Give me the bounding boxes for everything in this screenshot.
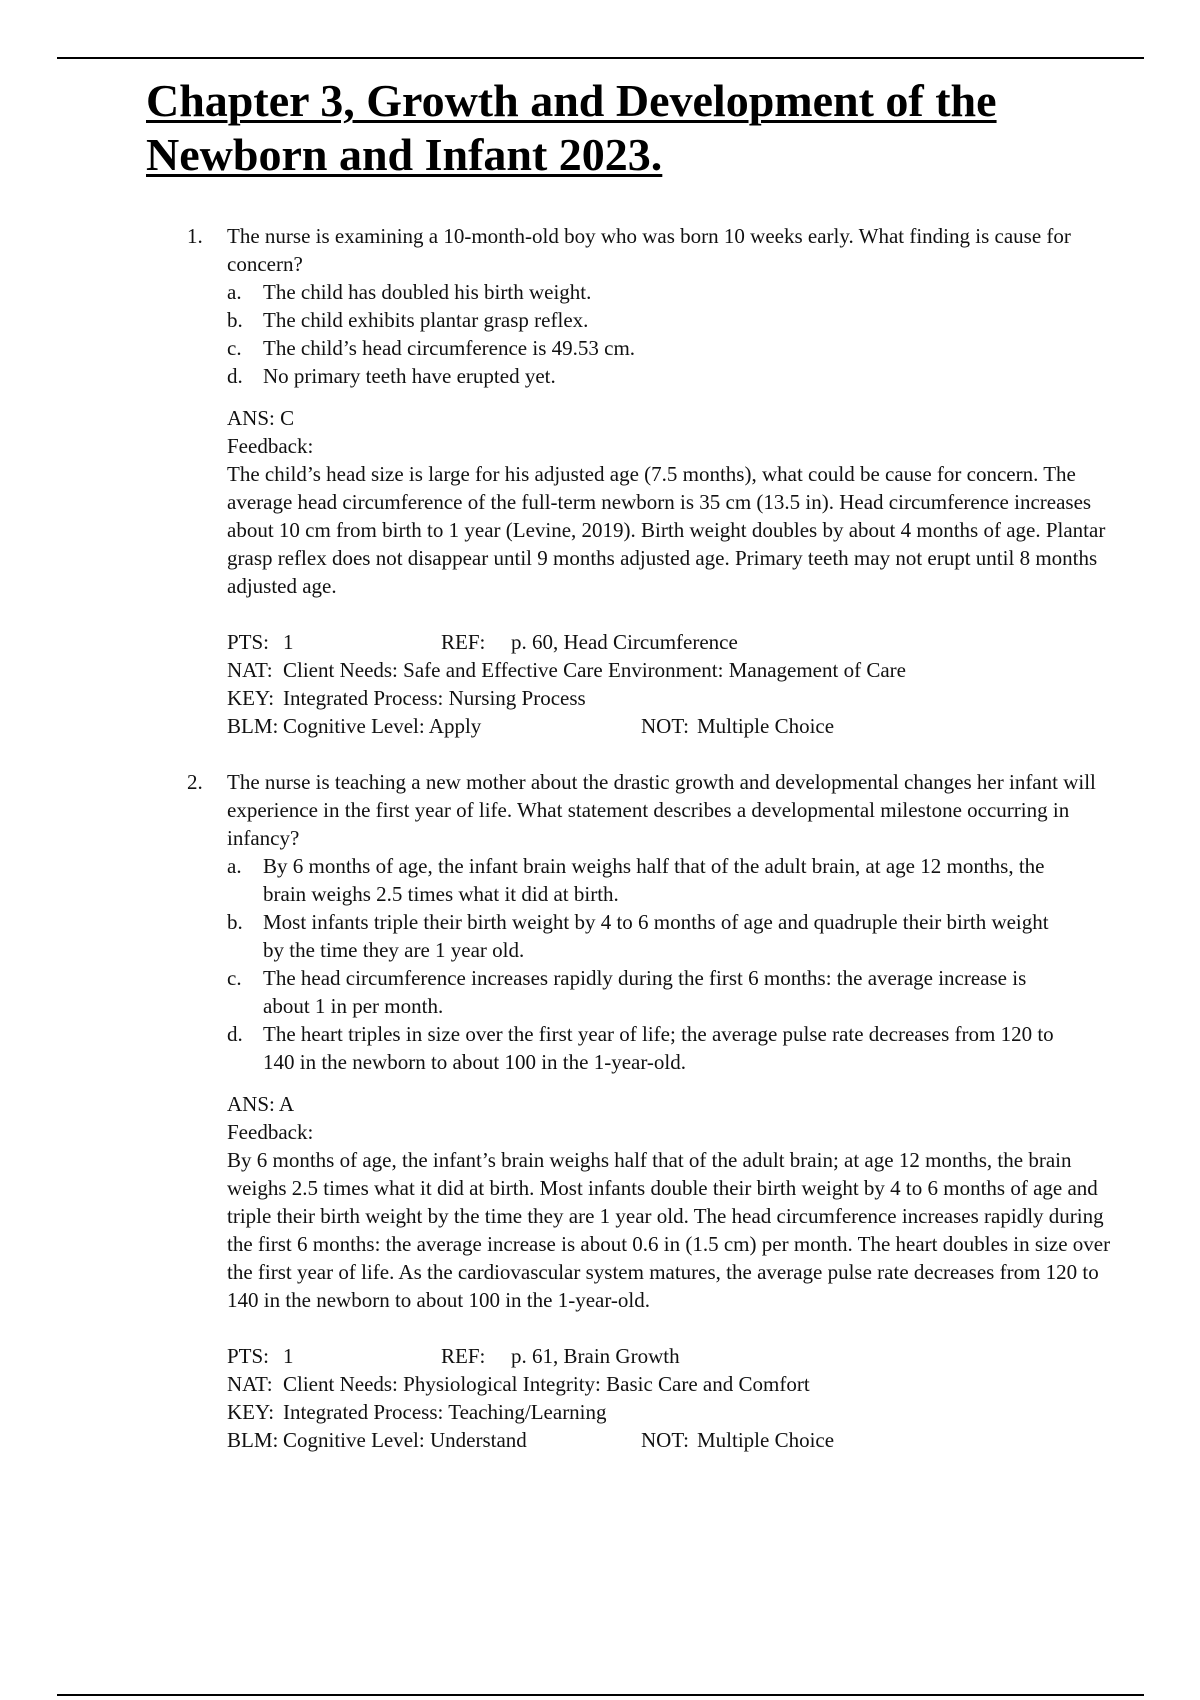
nat-label: NAT: [227,1372,273,1396]
option-a [227,852,1127,908]
answer-options [227,278,1127,390]
ref-label: REF: [441,630,486,654]
question-2 [187,768,1127,1454]
meta-row-blm-not [227,712,1127,740]
option-text: The child’s head circumference is 49.53 cm. [263,336,636,360]
option-text: The child has doubled his birth weight. [263,280,592,304]
ref-label: REF: [441,1344,486,1368]
question-metadata [227,1342,1127,1454]
top-divider [57,57,1144,59]
question-stem [187,768,1127,852]
meta-row-nat [227,656,1127,684]
option-text: By 6 months of age, the infant brain weighs half that of the adult brain, at age 12 months, the brain weighs 2.5 times what it did at birth. [263,854,1045,906]
key-value: Integrated Process: Nursing Process [283,686,586,710]
option-text: The child exhibits plantar grasp reflex. [263,308,589,332]
key-label: KEY: [227,686,275,710]
option-b [227,908,1127,964]
meta-row-key [227,684,1127,712]
question-number: 1. [187,224,203,248]
nat-value: Client Needs: Physiological Integrity: Basic Care and Comfort [283,1372,810,1396]
question-stem [187,222,1127,278]
not-value: Multiple Choice [697,714,835,738]
pts-label: PTS: [227,630,270,654]
meta-row-pts-ref [227,1342,1127,1370]
answer-block [227,1090,1127,1314]
meta-row-blm-not [227,1426,1127,1454]
option-letter: b. [227,910,243,934]
option-b [227,306,1127,334]
answer-key: ANS: C [227,406,295,430]
option-d [227,362,1127,390]
option-text: No primary teeth have erupted yet. [263,364,556,388]
option-c [227,334,1127,362]
option-text: The head circumference increases rapidly during the first 6 months: the average increase is about 1 in per month. [263,966,1027,1018]
feedback-text: The child’s head size is large for his adjusted age (7.5 months), what could be cause for concern. The average head circumference of the full-term newborn is 35 cm (13.5 in). Head circumference increases about 10 cm from birth to 1 year (Levine, 2019). Birth weight doubles by about 4 months of age. Plantar grasp reflex does not disappear until 9 months adjusted age. Primary teeth may not erupt until 8 months adjusted age. [227,462,1106,598]
option-letter: c. [227,966,242,990]
key-value: Integrated Process: Teaching/Learning [283,1400,607,1424]
option-text: The heart triples in size over the first year of life; the average pulse rate decreases from 120 to 140 in the newborn to about 100 in the 1-year-old. [263,1022,1054,1074]
answer-options [227,852,1127,1076]
pts-value: 1 [283,630,294,654]
blm-label: BLM: [227,714,279,738]
ref-value: p. 61, Brain Growth [511,1344,680,1368]
page-title [146,74,1106,182]
not-label: NOT: [641,1428,689,1452]
question-metadata [227,628,1127,740]
meta-row-key [227,1398,1127,1426]
meta-row-pts-ref [227,628,1127,656]
option-text: Most infants triple their birth weight by 4 to 6 months of age and quadruple their birth weight by the time they are 1 year old. [263,910,1049,962]
answer-key: ANS: A [227,1092,295,1116]
option-d [227,1020,1127,1076]
feedback-label: Feedback: [227,1120,314,1144]
option-letter: b. [227,308,243,332]
question-text: The nurse is examining a 10-month-old boy who was born 10 weeks early. What finding is cause for concern? [227,224,1071,276]
nat-value: Client Needs: Safe and Effective Care Environment: Management of Care [283,658,906,682]
option-letter: a. [227,854,242,878]
option-letter: a. [227,280,242,304]
blm-value: Cognitive Level: Apply [283,714,482,738]
question-1 [187,222,1127,740]
feedback-text: By 6 months of age, the infant’s brain weighs half that of the adult brain; at age 12 months, the brain weighs 2.5 times what it did at birth. Most infants double their birth weight by 4 to 6 months of age and triple their birth weight by the time they are 1 year old. The head circumference increases rapidly during the first 6 months: the average increase is about 0.6 in (1.5 cm) per month. The heart doubles in size over the first year of life. As the cardiovascular system matures, the average pulse rate decreases from 120 to 140 in the newborn to about 100 in the 1-year-old. [227,1148,1111,1312]
pts-label: PTS: [227,1344,270,1368]
key-label: KEY: [227,1400,275,1424]
blm-label: BLM: [227,1428,279,1452]
not-value: Multiple Choice [697,1428,835,1452]
not-label: NOT: [641,714,689,738]
option-letter: d. [227,364,243,388]
bottom-divider [57,1694,1144,1696]
question-number: 2. [187,770,203,794]
question-text: The nurse is teaching a new mother about the drastic growth and developmental changes her infant will experience in the first year of life. What statement describes a developmental milestone occurring in infancy? [227,770,1096,850]
ref-value: p. 60, Head Circumference [511,630,738,654]
pts-value: 1 [283,1344,294,1368]
option-letter: d. [227,1022,243,1046]
answer-block [227,404,1127,600]
blm-value: Cognitive Level: Understand [283,1428,527,1452]
option-a [227,278,1127,306]
option-letter: c. [227,336,242,360]
feedback-label: Feedback: [227,434,314,458]
meta-row-nat [227,1370,1127,1398]
title-line-2: Newborn and Infant 2023. [146,129,663,180]
title-line-1: Chapter 3, Growth and Development of the [146,75,997,126]
nat-label: NAT: [227,658,273,682]
option-c [227,964,1127,1020]
